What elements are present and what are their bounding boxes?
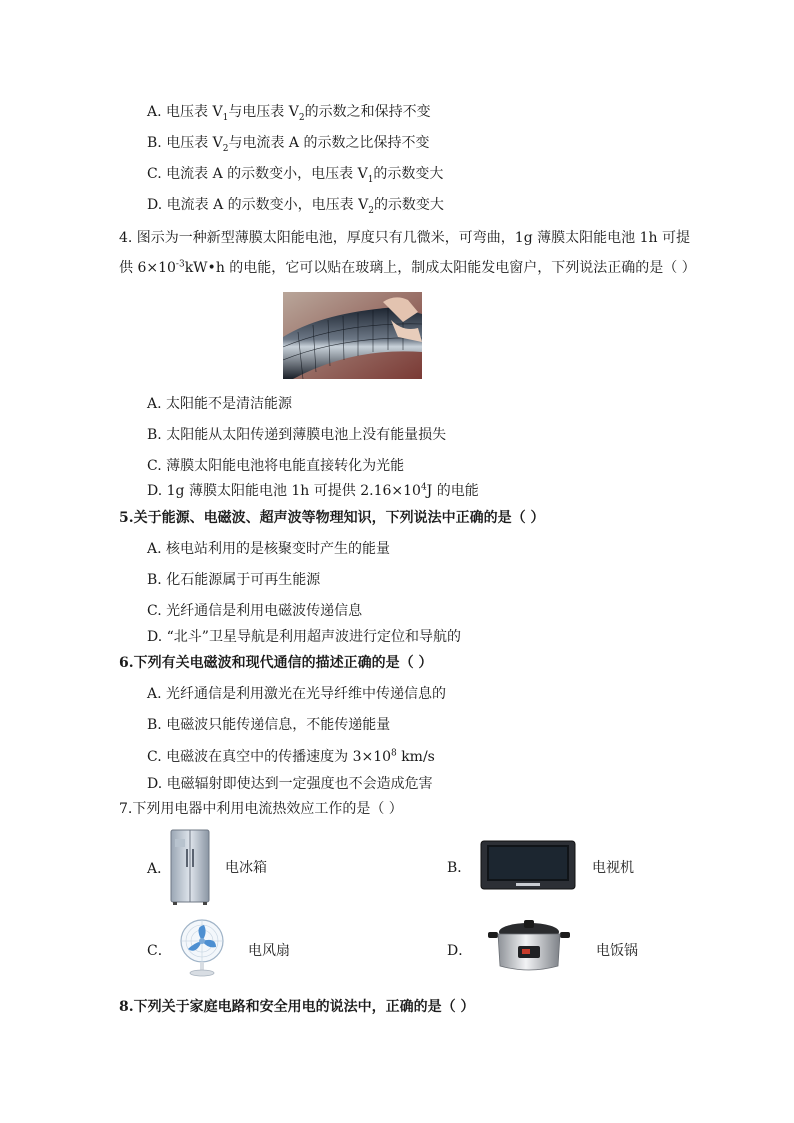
rice-cooker-icon — [486, 918, 572, 974]
q5-option-d: D. “北斗”卫星导航是利用超声波进行定位和导航的 — [147, 629, 461, 645]
q6-option-b: B. 电磁波只能传递信息，不能传递能量 — [147, 717, 391, 733]
q6-option-d: D. 电磁辐射即使达到一定强度也不会造成危害 — [147, 776, 433, 792]
refrigerator-icon — [168, 829, 212, 905]
q7-option-c-label: 电风扇 — [248, 943, 290, 959]
fan-icon — [172, 917, 232, 977]
q8-stem: 8.下列关于家庭电路和安全用电的说法中，正确的是（ ） — [119, 999, 475, 1015]
q5-stem: 5.关于能源、电磁波、超声波等物理知识，下列说法中正确的是（ ） — [119, 510, 545, 526]
tv-icon — [480, 840, 576, 890]
q7-stem: 7.下列用电器中利用电流热效应工作的是（ ） — [119, 801, 403, 817]
q7-option-a-label: 电冰箱 — [225, 860, 267, 876]
q6-stem: 6.下列有关电磁波和现代通信的描述正确的是（ ） — [119, 655, 433, 671]
q7-option-d-letter: D． — [447, 943, 473, 959]
q4-option-d: D. 1g 薄膜太阳能电池 1h 可提供 $2.16\times 10^4J$ 的电能 — [147, 482, 479, 499]
q4-stem-line1: 4. 图示为一种新型薄膜太阳能电池，厚度只有几微米，可弯曲，1g 薄膜太阳能电池 1h 可提 — [119, 230, 690, 246]
solar-film-photo — [283, 292, 422, 379]
q7-option-d-label: 电饭锅 — [596, 943, 638, 959]
q5-option-a: A. 核电站利用的是核聚变时产生的能量 — [147, 541, 391, 557]
q7-option-b-letter: B． — [447, 860, 472, 876]
q5-option-b: B. 化石能源属于可再生能源 — [147, 572, 321, 588]
q7-option-c-letter: C． — [147, 943, 172, 959]
q3-option-c: C. 电流表 A 的示数变小，电压表 $V_1$的示数变大 — [147, 166, 444, 185]
q7-option-b-label: 电视机 — [592, 860, 634, 876]
q3-option-b: B. 电压表 $V_2$与电流表 A 的示数之比保持不变 — [147, 135, 430, 154]
q6-option-a: A. 光纤通信是利用激光在光导纤维中传递信息的 — [147, 686, 447, 702]
q4-option-b: B. 太阳能从太阳传递到薄膜电池上没有能量损失 — [147, 427, 447, 443]
q4-option-a: A. 太阳能不是清洁能源 — [147, 396, 293, 412]
q3-option-a: A. 电压表 $V_1$与电压表 $V_2$的示数之和保持不变 — [147, 104, 431, 123]
q7-option-a-letter: A． — [147, 861, 172, 877]
q3-option-d: D. 电流表 A 的示数变小，电压表 $V_2$的示数变大 — [147, 197, 444, 216]
q5-option-c: C. 光纤通信是利用电磁波传递信息 — [147, 603, 363, 619]
q4-stem-line2: 供 $6\times 10^{-3}kW•h$ 的电能，它可以贴在玻璃上，制成太阳能发电窗户，下列说法正确的是（ ） — [119, 259, 696, 276]
q6-option-c: C. 电磁波在真空中的传播速度为 $3\times 10^8$ km/s — [147, 748, 435, 765]
q4-option-c: C. 薄膜太阳能电池将电能直接转化为光能 — [147, 458, 405, 474]
